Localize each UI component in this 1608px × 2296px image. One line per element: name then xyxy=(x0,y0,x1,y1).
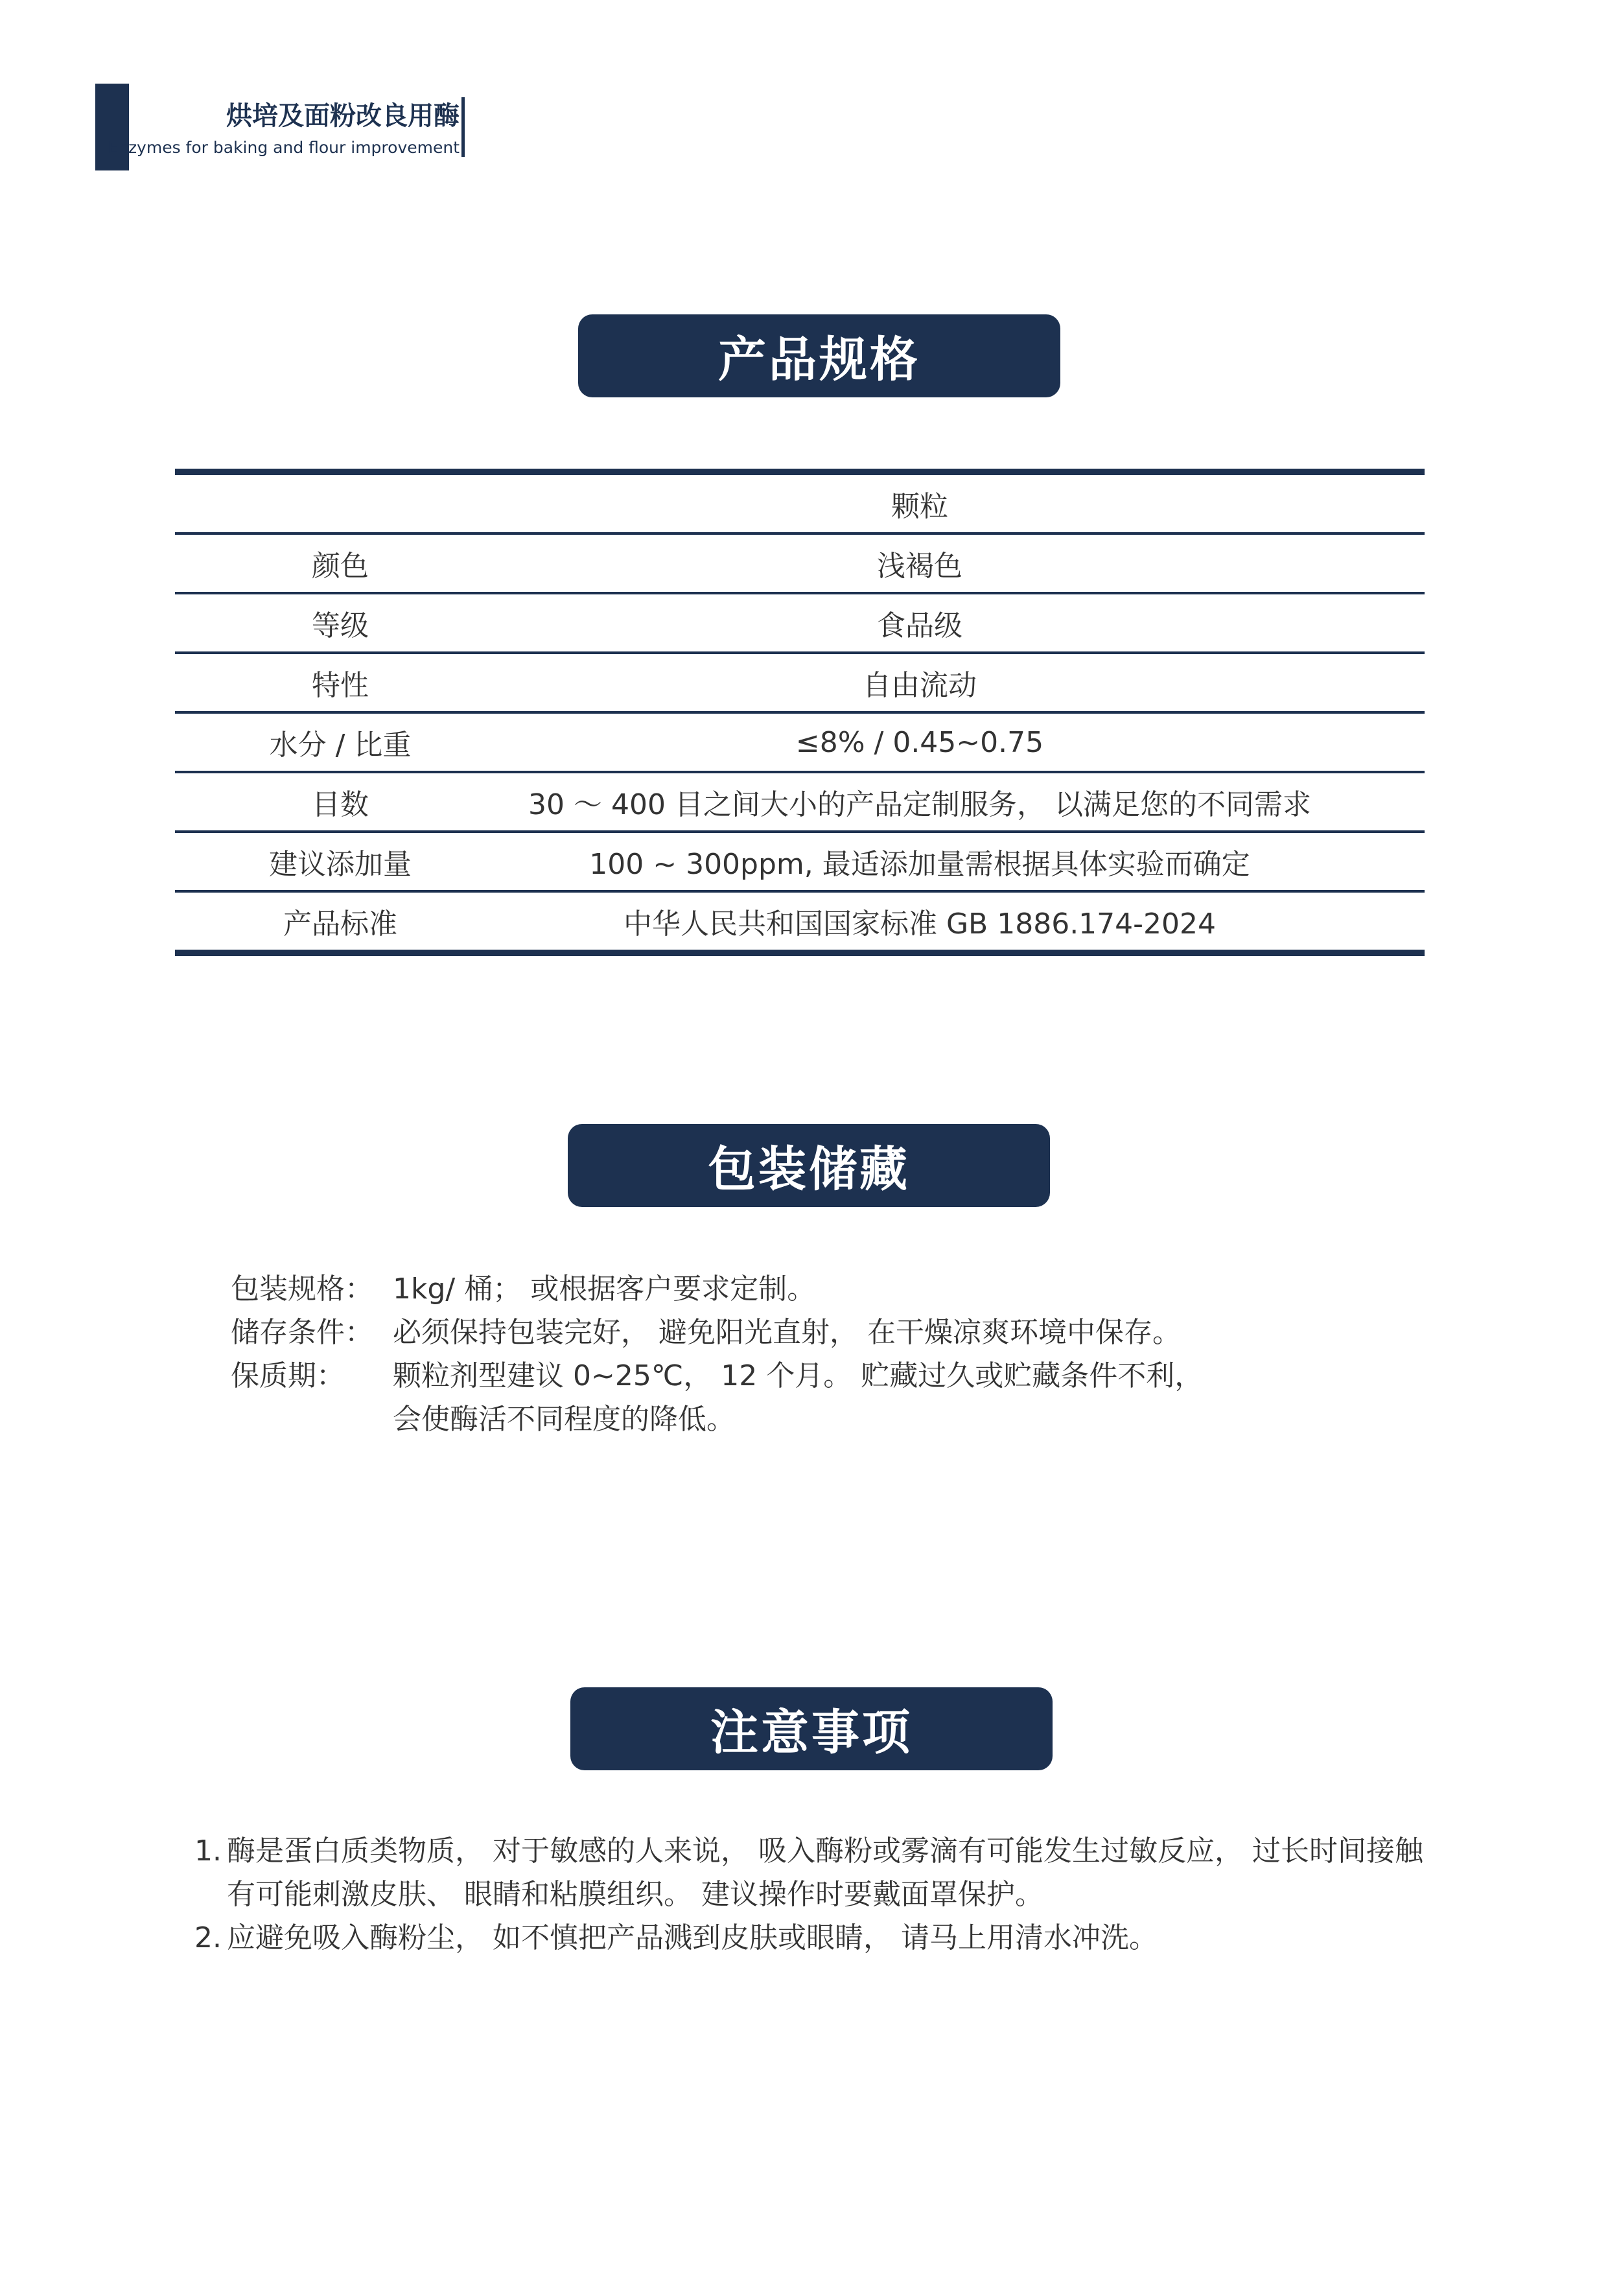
storage-value: 会使酶活不同程度的降低。 xyxy=(393,1403,735,1436)
spec-label: 等级 xyxy=(312,609,369,642)
table-row xyxy=(175,711,1425,771)
note-number: 1. xyxy=(194,1834,222,1868)
spec-value: 中华人民共和国国家标准 GB 1886.174-2024 xyxy=(623,908,1217,941)
spec-label: 产品标准 xyxy=(283,908,397,941)
spec-value: 30 ～ 400 目之间大小的产品定制服务， 以满足您的不同需求 xyxy=(528,788,1311,821)
spec-value: 自由流动 xyxy=(863,669,977,702)
storage-value: 1kg/ 桶； 或根据客户要求定制。 xyxy=(393,1272,816,1306)
header-divider xyxy=(461,97,465,157)
storage-label: 储存条件： xyxy=(231,1316,373,1349)
spec-value: 浅褐色 xyxy=(877,550,962,583)
section-title-notes: 注意事项 xyxy=(570,1687,1053,1770)
storage-label: 保质期： xyxy=(231,1359,345,1392)
note-text: 有可能刺激皮肤、 眼睛和粘膜组织。 建议操作时要戴面罩保护。 xyxy=(227,1878,1043,1911)
table-row xyxy=(175,532,1425,592)
spec-table xyxy=(175,469,1425,956)
spec-table-bottom-rule xyxy=(175,950,1425,956)
storage-value: 颗粒剂型建议 0~25℃， 12 个月。 贮藏过久或贮藏条件不利， xyxy=(393,1359,1204,1392)
spec-value: ≤8% / 0.45~0.75 xyxy=(795,725,1044,759)
note-text: 应避免吸入酶粉尘， 如不慎把产品溅到皮肤或眼睛， 请马上用清水冲洗。 xyxy=(227,1921,1158,1954)
storage-label: 包装规格： xyxy=(231,1272,373,1306)
section-title-packaging: 包装储藏 xyxy=(568,1124,1050,1207)
spec-label: 目数 xyxy=(312,788,369,821)
spec-label: 水分 / 比重 xyxy=(269,729,412,762)
spec-value: 100 ~ 300ppm, 最适添加量需根据具体实验而确定 xyxy=(589,848,1250,881)
spec-value: 颗粒 xyxy=(891,490,948,523)
table-row xyxy=(175,890,1425,950)
table-row xyxy=(175,830,1425,890)
table-row xyxy=(175,475,1425,532)
section-title-spec: 产品规格 xyxy=(578,314,1060,397)
header-accent-bar xyxy=(95,84,129,170)
spec-table-top-rule xyxy=(175,469,1425,475)
spec-label: 特性 xyxy=(312,669,369,702)
spec-label: 颜色 xyxy=(312,550,369,583)
header-title-zh: 烘培及面粉改良用酶 xyxy=(226,101,460,131)
note-text: 酶是蛋白质类物质， 对于敏感的人来说， 吸入酶粉或雾滴有可能发生过敏反应， 过长时间接触 xyxy=(227,1834,1423,1868)
table-row xyxy=(175,651,1425,711)
note-number: 2. xyxy=(194,1921,222,1954)
table-row xyxy=(175,592,1425,651)
spec-label: 建议添加量 xyxy=(269,848,412,881)
storage-value: 必须保持包装完好， 避免阳光直射， 在干燥凉爽环境中保存。 xyxy=(393,1316,1181,1349)
table-row xyxy=(175,771,1425,830)
spec-value: 食品级 xyxy=(877,609,962,642)
header-title-en: Enzymes for baking and flour improvement xyxy=(108,138,460,157)
